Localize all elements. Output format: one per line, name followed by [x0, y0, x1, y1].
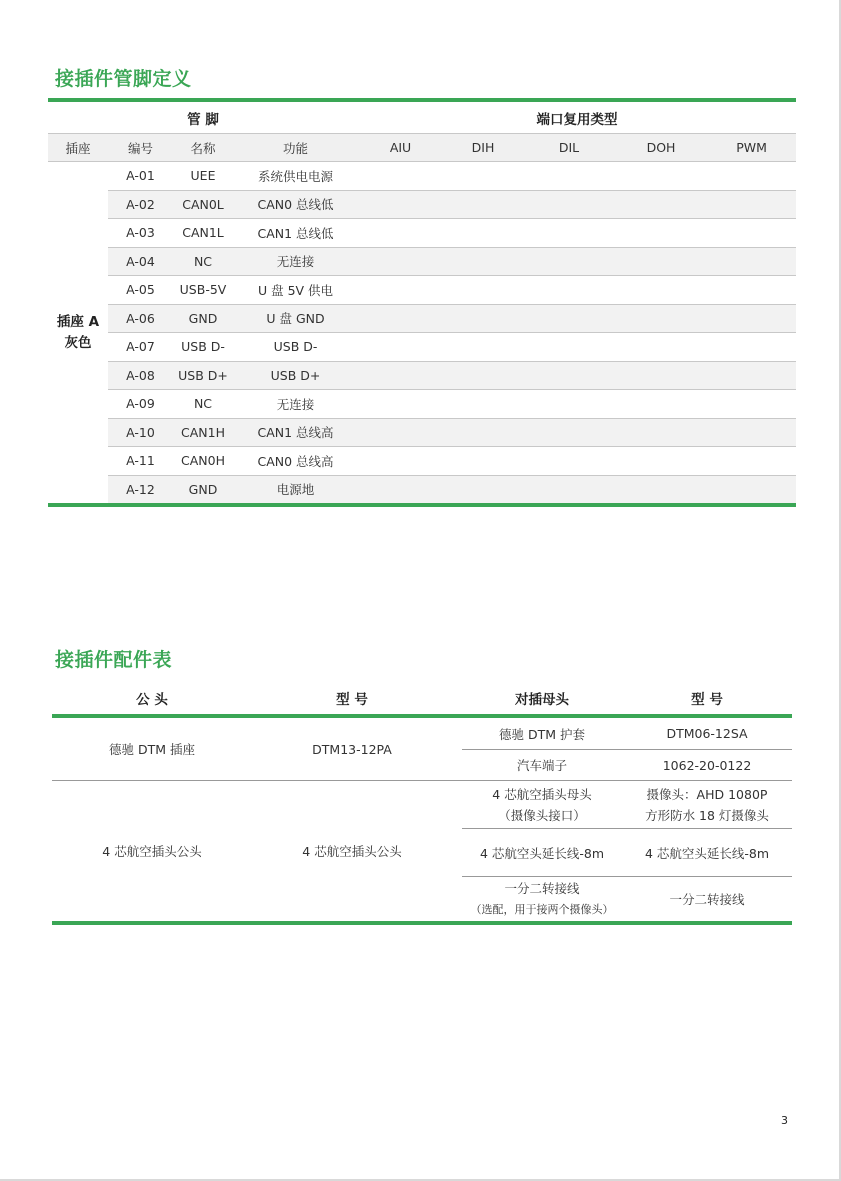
- column-header-aiu: AIU: [358, 134, 443, 162]
- pin-function: CAN1 总线高: [233, 418, 358, 447]
- pin-name: NC: [173, 390, 233, 419]
- pin-number: A-10: [108, 418, 173, 447]
- accessory-table: [52, 682, 792, 925]
- pin-table-body: [48, 162, 796, 506]
- pin-dih: [443, 390, 523, 419]
- pin-pwm: [707, 390, 796, 419]
- pin-dil: [523, 219, 615, 248]
- column-header-doh: DOH: [615, 134, 707, 162]
- pin-dil: [523, 276, 615, 305]
- pin-doh: [615, 162, 707, 191]
- pin-name: GND: [173, 475, 233, 505]
- pin-number: A-01: [108, 162, 173, 191]
- table-row: [48, 276, 796, 305]
- pin-doh: [615, 390, 707, 419]
- pin-aiu: [358, 333, 443, 362]
- pin-aiu: [358, 219, 443, 248]
- pin-name: CAN1L: [173, 219, 233, 248]
- spacer-cell: [452, 781, 462, 924]
- column-header-row: [48, 134, 796, 162]
- pin-dih: [443, 333, 523, 362]
- pin-pwm: [707, 333, 796, 362]
- column-header-socket: 插座: [48, 134, 108, 162]
- pin-aiu: [358, 447, 443, 476]
- pin-dih: [443, 475, 523, 505]
- socket-label: 插座 A: [56, 313, 100, 330]
- column-header-number: 编号: [108, 134, 173, 162]
- pin-number: A-12: [108, 475, 173, 505]
- pin-pwm: [707, 190, 796, 219]
- female-connector: 4 芯航空头延长线-8m: [462, 829, 622, 877]
- table-row: [48, 333, 796, 362]
- pin-pwm: [707, 247, 796, 276]
- pin-function: U 盘 GND: [233, 304, 358, 333]
- pin-definition-table: [48, 98, 796, 507]
- column-header-dil: DIL: [523, 134, 615, 162]
- table-row: [52, 781, 792, 829]
- female-connector: [462, 781, 622, 829]
- pin-aiu: [358, 475, 443, 505]
- pin-dih: [443, 361, 523, 390]
- table-row: [48, 447, 796, 476]
- male-connector: 4 芯航空插头公头: [52, 781, 252, 924]
- table-row: [48, 219, 796, 248]
- pin-function: 无连接: [233, 247, 358, 276]
- pin-pwm: [707, 219, 796, 248]
- pin-name: GND: [173, 304, 233, 333]
- pin-function: CAN0 总线高: [233, 447, 358, 476]
- pin-dil: [523, 447, 615, 476]
- header-female-model: 型 号: [622, 682, 792, 716]
- pin-number: A-03: [108, 219, 173, 248]
- female-model-line1: 摄像头：AHD 1080P: [646, 786, 768, 802]
- pin-doh: [615, 190, 707, 219]
- female-connector: [462, 877, 622, 924]
- pin-doh: [615, 247, 707, 276]
- table-row: [48, 475, 796, 505]
- group-header-row: [48, 100, 796, 134]
- female-model: 4 芯航空头延长线-8m: [622, 829, 792, 877]
- socket-cell: [48, 162, 108, 506]
- table-row: [52, 716, 792, 750]
- header-male-model: 型 号: [252, 682, 452, 716]
- pin-dil: [523, 162, 615, 191]
- pin-number: A-06: [108, 304, 173, 333]
- female-connector-line1: 一分二转接线: [504, 881, 580, 896]
- pin-aiu: [358, 190, 443, 219]
- pin-function: CAN1 总线低: [233, 219, 358, 248]
- female-model-line2: 方形防水 18 灯摄像头: [645, 807, 769, 823]
- pin-number: A-08: [108, 361, 173, 390]
- pin-dil: [523, 475, 615, 505]
- pin-doh: [615, 475, 707, 505]
- pin-doh: [615, 276, 707, 305]
- pin-dih: [443, 276, 523, 305]
- accessory-table-title: 接插件配件表: [55, 649, 173, 671]
- column-header-name: 名称: [173, 134, 233, 162]
- pin-function: 系统供电电源: [233, 162, 358, 191]
- pin-name: CAN1H: [173, 418, 233, 447]
- header-spacer: [452, 682, 462, 716]
- female-model: 一分二转接线: [622, 877, 792, 924]
- pin-number: A-04: [108, 247, 173, 276]
- female-connector-line1: 4 芯航空插头母头: [492, 786, 592, 802]
- pin-name: USB D-: [173, 333, 233, 362]
- pin-pwm: [707, 418, 796, 447]
- pin-name: CAN0L: [173, 190, 233, 219]
- pin-pwm: [707, 361, 796, 390]
- group-header-pin: 管 脚: [48, 100, 358, 134]
- pin-pwm: [707, 276, 796, 305]
- male-connector: 德驰 DTM 插座: [52, 716, 252, 781]
- female-model: [622, 781, 792, 829]
- male-model: DTM13-12PA: [252, 716, 452, 781]
- pin-doh: [615, 447, 707, 476]
- pin-function: U 盘 5V 供电: [233, 276, 358, 305]
- pin-function: 无连接: [233, 390, 358, 419]
- pin-dih: [443, 190, 523, 219]
- pin-name: NC: [173, 247, 233, 276]
- pin-dil: [523, 390, 615, 419]
- pin-dil: [523, 418, 615, 447]
- pin-pwm: [707, 447, 796, 476]
- table-row: [48, 418, 796, 447]
- pin-dil: [523, 247, 615, 276]
- pin-function: USB D+: [233, 361, 358, 390]
- column-header-pwm: PWM: [707, 134, 796, 162]
- spacer-cell: [452, 716, 462, 781]
- table-row: [48, 304, 796, 333]
- pin-dil: [523, 333, 615, 362]
- pin-doh: [615, 333, 707, 362]
- pin-dih: [443, 247, 523, 276]
- pin-pwm: [707, 475, 796, 505]
- female-connector-note: （选配，用于接两个摄像头）: [470, 903, 614, 916]
- page-number: 3: [781, 1114, 788, 1127]
- pin-aiu: [358, 361, 443, 390]
- pin-dih: [443, 219, 523, 248]
- pin-aiu: [358, 390, 443, 419]
- pin-dil: [523, 361, 615, 390]
- pin-aiu: [358, 247, 443, 276]
- pin-dih: [443, 304, 523, 333]
- pin-number: A-05: [108, 276, 173, 305]
- pin-number: A-07: [108, 333, 173, 362]
- pin-name: UEE: [173, 162, 233, 191]
- pin-dil: [523, 190, 615, 219]
- pin-dil: [523, 304, 615, 333]
- pin-aiu: [358, 276, 443, 305]
- column-header-dih: DIH: [443, 134, 523, 162]
- pin-pwm: [707, 162, 796, 191]
- pin-aiu: [358, 304, 443, 333]
- pin-name: USB D+: [173, 361, 233, 390]
- pin-function: CAN0 总线低: [233, 190, 358, 219]
- table-row: [48, 247, 796, 276]
- pin-aiu: [358, 418, 443, 447]
- pin-definition-title: 接插件管脚定义: [55, 68, 192, 90]
- header-male: 公 头: [52, 682, 252, 716]
- male-model: 4 芯航空插头公头: [252, 781, 452, 924]
- pin-name: CAN0H: [173, 447, 233, 476]
- pin-dih: [443, 162, 523, 191]
- female-connector: 德驰 DTM 护套: [462, 716, 622, 750]
- pin-doh: [615, 361, 707, 390]
- table-row: [48, 162, 796, 191]
- group-header-port: 端口复用类型: [358, 100, 796, 134]
- pin-number: A-09: [108, 390, 173, 419]
- female-connector: 汽车端子: [462, 750, 622, 781]
- female-model: DTM06-12SA: [622, 716, 792, 750]
- pin-dih: [443, 447, 523, 476]
- pin-aiu: [358, 162, 443, 191]
- pin-dih: [443, 418, 523, 447]
- pin-function: USB D-: [233, 333, 358, 362]
- header-female: 对插母头: [462, 682, 622, 716]
- pin-number: A-11: [108, 447, 173, 476]
- pin-function: 电源地: [233, 475, 358, 505]
- table-row: [48, 361, 796, 390]
- column-header-function: 功能: [233, 134, 358, 162]
- pin-name: USB-5V: [173, 276, 233, 305]
- pin-doh: [615, 418, 707, 447]
- female-connector-line2: （摄像头接口）: [498, 807, 586, 823]
- female-model: 1062-20-0122: [622, 750, 792, 781]
- table-row: [48, 190, 796, 219]
- pin-number: A-02: [108, 190, 173, 219]
- table-row: [48, 390, 796, 419]
- accessory-header-row: [52, 682, 792, 716]
- socket-color: 灰色: [64, 334, 92, 351]
- pin-doh: [615, 304, 707, 333]
- pin-doh: [615, 219, 707, 248]
- pin-pwm: [707, 304, 796, 333]
